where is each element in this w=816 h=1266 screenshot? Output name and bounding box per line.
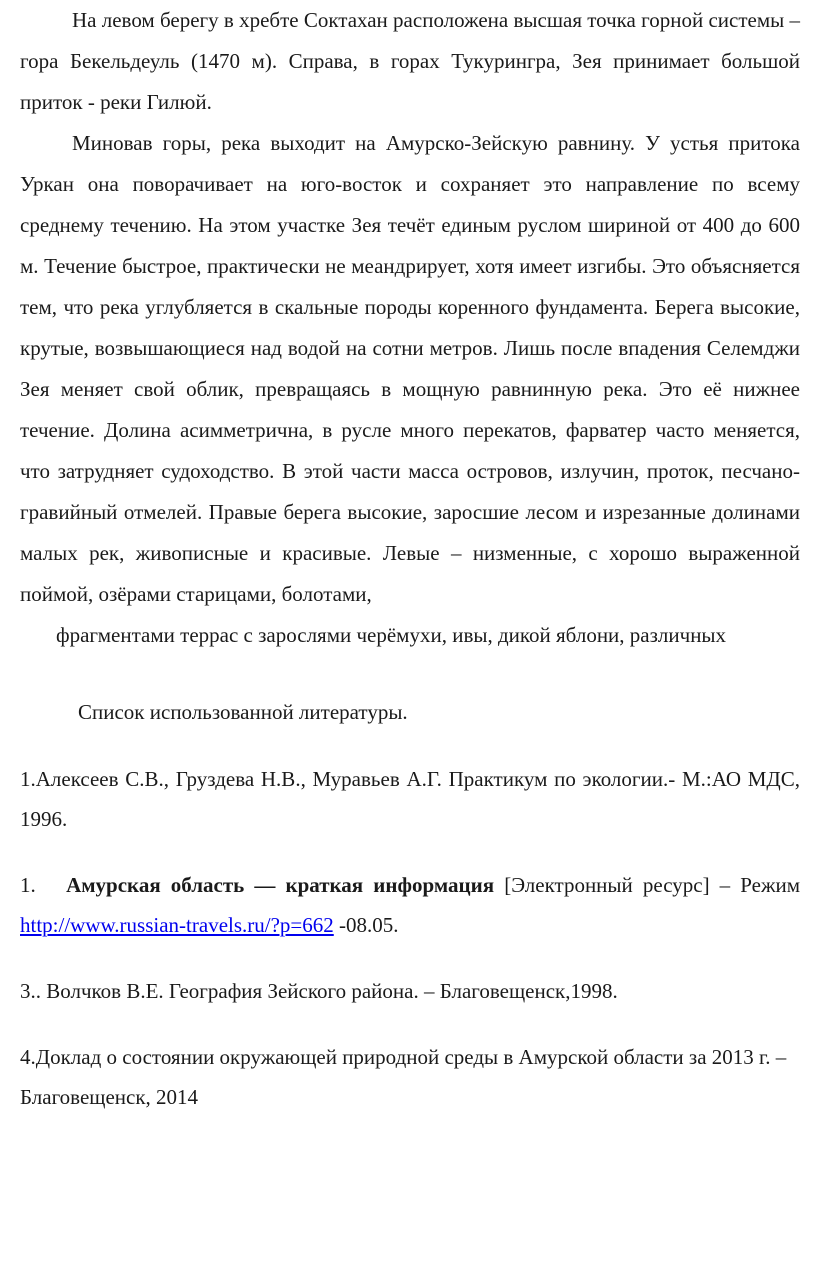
paragraph-amur-zeya-plain: Миновав горы, река выходит на Амурско-Зейскую равнину. У устья притока Уркан она поворачивает на юго-восток и сохраняет это направление по всему среднему течению. На этом участке Зея течёт единым руслом шириной от 400 до 600 м. Течение быстрое, практически не меандрирует, хотя имеет изгибы. Это объясняется тем, что река углубляется в скальные породы коренного фундамента. Берега высокие, крутые, возвышающиеся над водой на сотни метров. Лишь после впадения Селемджи Зея меняет свой облик, превращаясь в мощную равнинную река. Это её нижнее течение. Долина асимметрична, в русле много перекатов, фарватер часто меняется, что затрудняет судоходство. В этой части масса островов, излучин, проток, песчано-гравийный отмелей. Правые берега высокие, заросшие лесом и изрезанные долинами малых рек, живописные и красивые. Левые – низменные, с хорошо выраженной поймой, озёрами старицами, болотами,	[20, 131, 800, 606]
reference-number: 1.	[20, 873, 36, 897]
paragraph-soktakhan: На левом берегу в хребте Соктахан расположена высшая точка горной системы – гора Бекельдеуль (1470 м). Справа, в горах Тукурингра, Зея принимает большой приток - реки Гилюй.	[20, 8, 800, 114]
references-heading: Список использованной литературы.	[78, 700, 408, 724]
reference-item-alekseev: 1.Алексеев С.В., Груздева Н.В., Муравьев А.Г. Практикум по экологии.- М.:АО МДС, 1996.	[20, 767, 800, 831]
reference-source-type: [Электронный ресурс] – Режим	[504, 873, 801, 897]
reference-item-volchkov: 3.. Волчков В.Е. География Зейского района. – Благовещенск,1998.	[20, 979, 618, 1003]
reference-date: -08.05.	[339, 913, 399, 937]
reference-item-amur-region	[20, 865, 800, 945]
reference-item-environment-report: 4.Доклад о состоянии окружающей природной среды в Амурской области за 2013 г. – Благовещенск, 2014	[20, 1045, 787, 1109]
paragraph-tail-line: фрагментами террас с зарослями черёмухи, ивы, дикой яблони, различных	[56, 623, 727, 647]
document-body	[20, 0, 800, 1117]
reference-link[interactable]: http://www.russian-travels.ru/?p=662	[20, 913, 334, 937]
reference-title-bold: Амурская область — краткая информация	[66, 873, 495, 897]
